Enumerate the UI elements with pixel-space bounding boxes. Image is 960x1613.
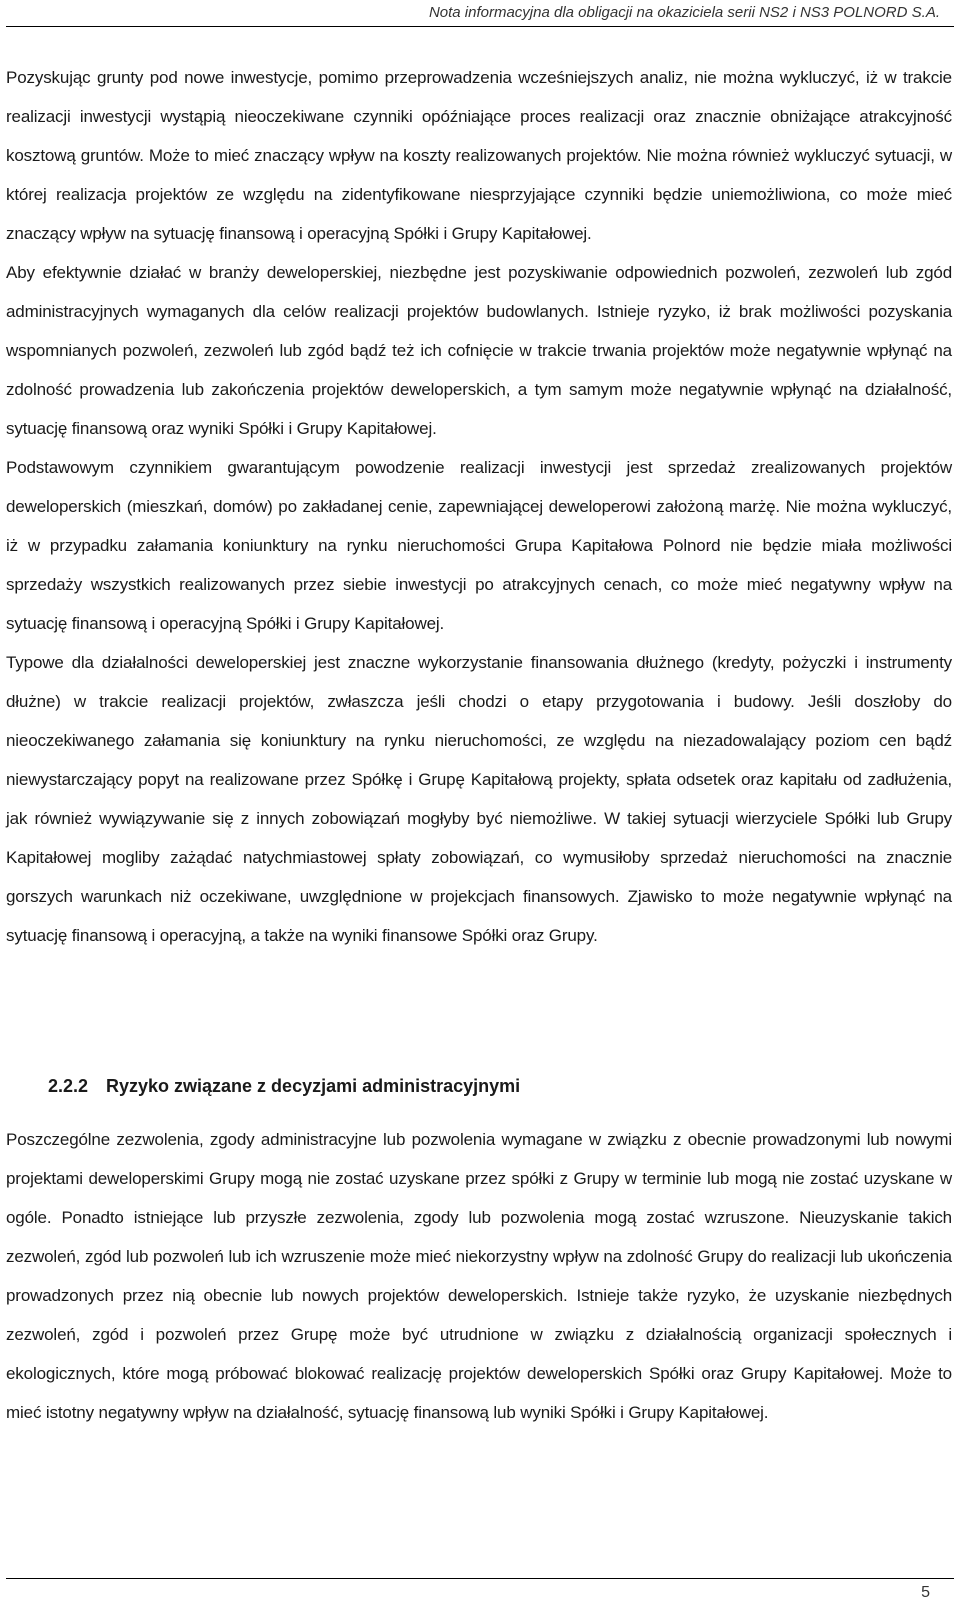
section-number: 2.2.2	[48, 1076, 89, 1096]
page-number: 5	[921, 1584, 930, 1601]
paragraph: Podstawowym czynnikiem gwarantującym powodzenie realizacji inwestycji jest sprzedaż zrealizowanych projektów deweloperskich (mieszkań, domów) po zakładanej cenie, zapewniającej deweloperowi założoną marżę. Nie można wykluczyć, iż w przypadku załamania koniunktury na rynku nieruchomości Grupa Kapitałowa Polnord nie będzie miała możliwości sprzedaży wszystkich realizowanych przez siebie inwestycji po atrakcyjnych cenach, co może mieć negatywny wpływ na sytuację finansową i operacyjną Spółki i Grupy Kapitałowej.	[6, 458, 952, 633]
header-divider	[6, 26, 954, 27]
paragraph: Poszczególne zezwolenia, zgody administracyjne lub pozwolenia wymagane w związku z obecnie prowadzonymi lub nowymi projektami deweloperskimi Grupy mogą nie zostać uzyskane przez spółki z Grupy w terminie lub mogą nie zostać uzyskane w ogóle. Ponadto istniejące lub przyszłe zezwolenia, zgody lub pozwolenia mogą zostać wzruszone. Nieuzyskanie takich zezwoleń, zgód lub pozwoleń lub ich wzruszenie może mieć niekorzystny wpływ na zdolność Grupy do realizacji lub ukończenia prowadzonych przez nią obecnie lub nowych projektów deweloperskich. Istnieje także ryzyko, że uzyskanie niezbędnych zezwoleń, zgód i pozwoleń przez Grupę może być utrudnione w związku z działalnością organizacji społecznych i ekologicznych, które mogą próbować blokować realizację projektów deweloperskich Spółki oraz Grupy Kapitałowej. Może to mieć istotny negatywny wpływ na działalność, sytuację finansową lub wyniki Spółki i Grupy Kapitałowej.	[6, 1130, 952, 1422]
body-text-after-section	[6, 1120, 952, 1432]
footer-divider	[6, 1578, 954, 1579]
paragraph: Typowe dla działalności deweloperskiej jest znaczne wykorzystanie finansowania dłużnego (kredyty, pożyczki i instrumenty dłużne) w trakcie realizacji projektów, zwłaszcza jeśli chodzi o etapy przygotowania i budowy. Jeśli doszłoby do nieoczekiwanego załamania się koniunktury na rynku nieruchomości, ze względu na niezadowalający poziom cen bądź niewystarczający popyt na realizowane przez Spółkę i Grupę Kapitałową projekty, spłata odsetek oraz kapitału od zadłużenia, jak również wywiązywanie się z innych zobowiązań mogłyby być niemożliwe. W takiej sytuacji wierzyciele Spółki lub Grupy Kapitałowej mogliby zażądać natychmiastowej spłaty zobowiązań, co wymusiłoby sprzedaż nieruchomości na znacznie gorszych warunkach niż oczekiwane, uwzględnione w projekcjach finansowych. Zjawisko to może negatywnie wpłynąć na sytuację finansową i operacyjną, a także na wyniki finansowe Spółki oraz Grupy.	[6, 653, 952, 945]
body-text-before-section	[6, 58, 952, 955]
running-header: Nota informacyjna dla obligacji na okaziciela serii NS2 i NS3 POLNORD S.A.	[428, 4, 940, 21]
section-heading	[48, 1076, 520, 1097]
paragraph: Aby efektywnie działać w branży deweloperskiej, niezbędne jest pozyskiwanie odpowiednich pozwoleń, zezwoleń lub zgód administracyjnych wymaganych dla celów realizacji projektów budowlanych. Istnieje ryzyko, iż brak możliwości pozyskania wspomnianych pozwoleń, zezwoleń lub zgód bądź też ich cofnięcie w trakcie trwania projektów może negatywnie wpłynąć na zdolność prowadzenia lub zakończenia projektów deweloperskich, a tym samym może negatywnie wpłynąć na działalność, sytuację finansową oraz wyniki Spółki i Grupy Kapitałowej.	[6, 263, 952, 438]
paragraph: Pozyskując grunty pod nowe inwestycje, pomimo przeprowadzenia wcześniejszych analiz, nie można wykluczyć, iż w trakcie realizacji inwestycji wystąpią nieoczekiwane czynniki opóźniające proces realizacji oraz znacznie obniżające atrakcyjność kosztową gruntów. Może to mieć znaczący wpływ na koszty realizowanych projektów. Nie można również wykluczyć sytuacji, w której realizacja projektów ze względu na zidentyfikowane niesprzyjające czynniki będzie uniemożliwiona, co może mieć znaczący wpływ na sytuację finansową i operacyjną Spółki i Grupy Kapitałowej.	[6, 68, 952, 243]
section-title: Ryzyko związane z decyzjami administracyjnymi	[106, 1076, 521, 1096]
